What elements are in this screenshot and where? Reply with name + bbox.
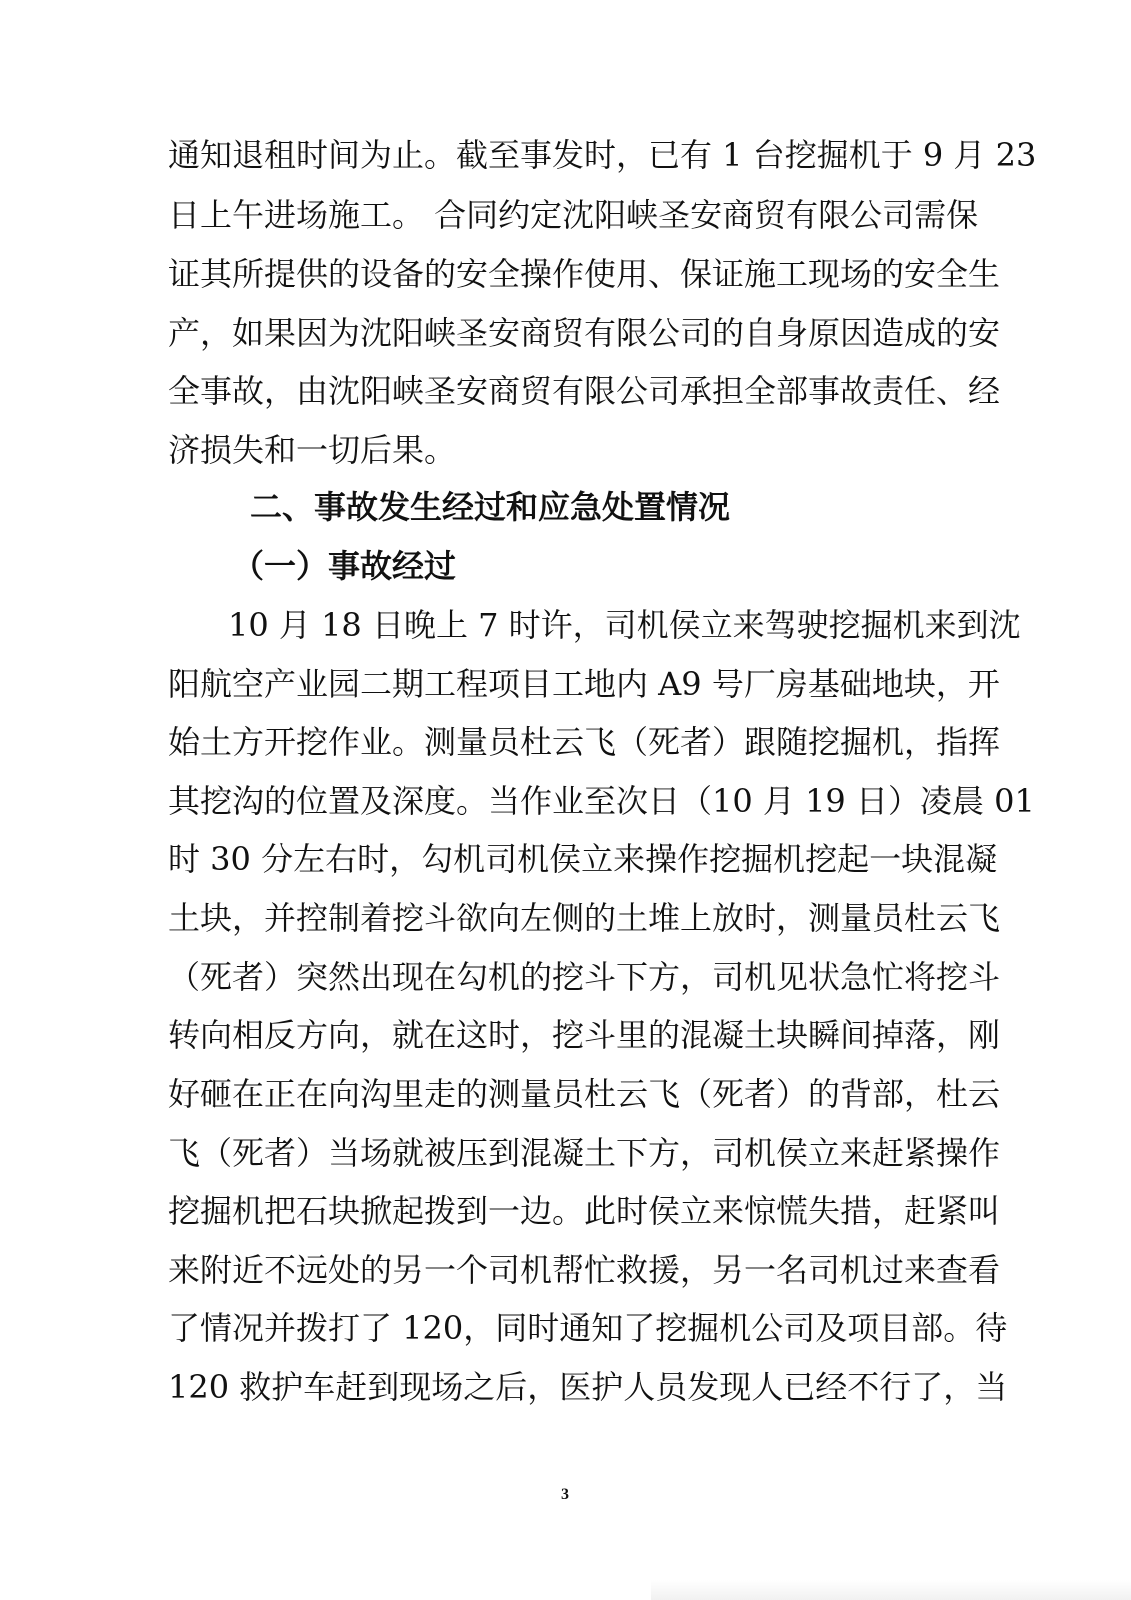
paragraph-1-line-2: 日上午进场施工。 合同约定沈阳峡圣安商贸有限公司需保 (168, 196, 979, 234)
section-heading: 二、事故发生经过和应急处置情况 (250, 488, 731, 526)
paragraph-2-line-11: 挖掘机把石块掀起拨到一边。此时侯立来惊慌失措，赶紧叫 (168, 1192, 1001, 1230)
paragraph-2-line-14: 120 救护车赶到现场之后，医护人员发现人已经不行了，当 (168, 1368, 1008, 1406)
paragraph-1-line-4: 产，如果因为沈阳峡圣安商贸有限公司的自身原因造成的安 (168, 314, 1001, 352)
paragraph-2-line-8: 转向相反方向，就在这时，挖斗里的混凝土块瞬间掉落，刚 (168, 1016, 1001, 1054)
scan-shadow (651, 1580, 1131, 1600)
paragraph-1-line-6: 济损失和一切后果。 (168, 431, 457, 469)
paragraph-2-line-13: 了情况并拨打了 120，同时通知了挖掘机公司及项目部。待 (168, 1309, 1008, 1347)
paragraph-2-line-3: 始土方开挖作业。测量员杜云飞（死者）跟随挖掘机，指挥 (168, 723, 1001, 761)
paragraph-2-line-7: （死者）突然出现在勾机的挖斗下方，司机见状急忙将挖斗 (168, 958, 1001, 996)
paragraph-2-line-6: 土块，并控制着挖斗欲向左侧的土堆上放时，测量员杜云飞 (168, 899, 1001, 937)
paragraph-2-line-4: 其挖沟的位置及深度。当作业至次日（10 月 19 日）凌晨 01 (168, 782, 1035, 820)
paragraph-1-line-5: 全事故，由沈阳峡圣安商贸有限公司承担全部事故责任、经 (168, 372, 1001, 410)
paragraph-2-line-1: 10 月 18 日晚上 7 时许，司机侯立来驾驶挖掘机来到沈 (228, 606, 1021, 644)
paragraph-2-line-2: 阳航空产业园二期工程项目工地内 A9 号厂房基础地块，开 (168, 665, 1000, 703)
paragraph-1-line-3: 证其所提供的设备的安全操作使用、保证施工现场的安全生 (168, 255, 1001, 293)
subsection-heading: （一）事故经过 (232, 547, 457, 585)
page-number: 3 (561, 1486, 569, 1503)
paragraph-2-line-5: 时 30 分左右时，勾机司机侯立来操作挖掘机挖起一块混凝 (168, 840, 998, 878)
paragraph-2-line-9: 好砸在正在向沟里走的测量员杜云飞（死者）的背部，杜云 (168, 1075, 1001, 1113)
paragraph-2-line-12: 来附近不远处的另一个司机帮忙救援，另一名司机过来查看 (168, 1251, 1001, 1289)
paragraph-2-line-10: 飞（死者）当场就被压到混凝土下方，司机侯立来赶紧操作 (168, 1134, 1001, 1172)
paragraph-1-line-1: 通知退租时间为止。截至事发时，已有 1 台挖掘机于 9 月 23 (168, 136, 1037, 174)
